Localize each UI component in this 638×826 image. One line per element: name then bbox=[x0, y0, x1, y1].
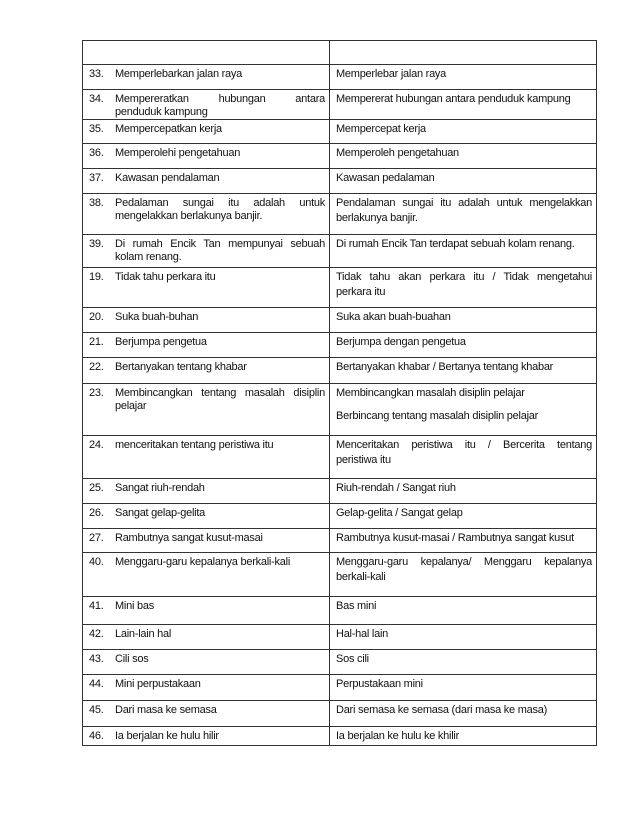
item-number: 19. bbox=[89, 271, 104, 283]
correct-phrase: Ia berjalan ke hulu ke khilir bbox=[336, 730, 459, 742]
correct-phrase-cell bbox=[330, 358, 597, 384]
incorrect-phrase-cell bbox=[83, 504, 330, 529]
incorrect-phrase-cell bbox=[83, 436, 330, 479]
incorrect-phrase-cell bbox=[83, 727, 330, 746]
item-number: 26. bbox=[89, 507, 104, 519]
correct-phrase-cell bbox=[330, 90, 597, 120]
correct-phrase-cell bbox=[330, 235, 597, 268]
correct-phrase-cell bbox=[330, 597, 597, 625]
correct-phrase-cell bbox=[330, 194, 597, 235]
incorrect-phrase-line: Pedalaman sungai itu adalah untuk bbox=[115, 197, 325, 209]
incorrect-phrase-cell bbox=[83, 235, 330, 268]
incorrect-phrase-cell bbox=[83, 194, 330, 235]
table-row bbox=[83, 169, 597, 194]
incorrect-phrase: Tidak tahu perkara itu bbox=[115, 271, 216, 283]
correct-phrase-cell bbox=[330, 41, 597, 65]
correct-phrase: Bertanyakan khabar / Bertanya tentang khabar bbox=[336, 361, 554, 373]
incorrect-phrase-cell bbox=[83, 701, 330, 727]
item-number: 25. bbox=[89, 482, 104, 494]
table-row bbox=[83, 65, 597, 90]
table-row bbox=[83, 504, 597, 529]
item-number: 37. bbox=[89, 172, 104, 184]
item-number: 35. bbox=[89, 123, 104, 135]
incorrect-phrase: Sangat riuh-rendah bbox=[115, 482, 205, 494]
incorrect-phrase-cell bbox=[83, 529, 330, 553]
correct-phrase-line: Menggaru-garu kepalanya/ Menggaru kepalanya bbox=[336, 556, 592, 568]
correct-phrase: Dari semasa ke semasa (dari masa ke masa) bbox=[336, 704, 548, 716]
incorrect-phrase-cell bbox=[83, 625, 330, 650]
table-row bbox=[83, 625, 597, 650]
item-number: 24. bbox=[89, 439, 104, 451]
correction-table bbox=[82, 40, 597, 746]
incorrect-phrase: Lain-lain hal bbox=[115, 628, 172, 640]
incorrect-phrase: Memperolehi pengetahuan bbox=[115, 147, 241, 159]
correct-phrase-line: Pendalaman sungai itu adalah untuk mengelakkan bbox=[336, 197, 592, 209]
correct-phrase-cell bbox=[330, 65, 597, 90]
correct-phrase: Memperlebar jalan raya bbox=[336, 68, 447, 80]
incorrect-phrase-cell bbox=[83, 479, 330, 504]
incorrect-phrase-cell bbox=[83, 553, 330, 597]
incorrect-phrase-cell bbox=[83, 384, 330, 436]
correct-phrase-option: Berbincang tentang masalah disiplin pelajar bbox=[336, 410, 539, 422]
correct-phrase-cell bbox=[330, 504, 597, 529]
correct-phrase: Mempercepat kerja bbox=[336, 123, 426, 135]
table-row bbox=[83, 333, 597, 358]
incorrect-phrase-cell bbox=[83, 308, 330, 333]
incorrect-phrase: Suka buah-buhan bbox=[115, 311, 199, 323]
incorrect-phrase-cell bbox=[83, 675, 330, 701]
correct-phrase: Mempererat hubungan antara penduduk kampung bbox=[336, 93, 571, 105]
table-row bbox=[83, 479, 597, 504]
incorrect-phrase: Dari masa ke semasa bbox=[115, 704, 217, 716]
table-row bbox=[83, 194, 597, 235]
table-row bbox=[83, 268, 597, 308]
item-number: 43. bbox=[89, 653, 104, 665]
incorrect-phrase-cell bbox=[83, 65, 330, 90]
item-number: 38. bbox=[89, 197, 104, 209]
correct-phrase: Gelap-gelita / Sangat gelap bbox=[336, 507, 463, 519]
table-row bbox=[83, 235, 597, 268]
incorrect-phrase-cell bbox=[83, 144, 330, 169]
correct-phrase-cell bbox=[330, 529, 597, 553]
table-row bbox=[83, 675, 597, 701]
table-row bbox=[83, 144, 597, 169]
incorrect-phrase: Sangat gelap-gelita bbox=[115, 507, 206, 519]
correct-phrase: Suka akan buah-buahan bbox=[336, 311, 451, 323]
incorrect-phrase-line: kolam renang. bbox=[115, 251, 182, 263]
correct-phrase-option: Membincangkan masalah disiplin pelajar bbox=[336, 387, 525, 399]
item-number: 33. bbox=[89, 68, 104, 80]
correct-phrase-cell bbox=[330, 120, 597, 144]
incorrect-phrase-cell bbox=[83, 268, 330, 308]
table-row bbox=[83, 384, 597, 436]
correct-phrase: Berjumpa dengan pengetua bbox=[336, 336, 466, 348]
item-number: 42. bbox=[89, 628, 104, 640]
correct-phrase-cell bbox=[330, 333, 597, 358]
incorrect-phrase: Ia berjalan ke hulu hilir bbox=[115, 730, 219, 742]
incorrect-phrase: menceritakan tentang peristiwa itu bbox=[115, 439, 274, 451]
incorrect-phrase-cell bbox=[83, 650, 330, 675]
item-number: 45. bbox=[89, 704, 104, 716]
incorrect-phrase: Menggaru-garu kepalanya berkali-kali bbox=[115, 556, 291, 568]
incorrect-phrase: Bertanyakan tentang khabar bbox=[115, 361, 247, 373]
incorrect-phrase: Mini perpustakaan bbox=[115, 678, 201, 690]
table-row bbox=[83, 597, 597, 625]
table-row bbox=[83, 120, 597, 144]
incorrect-phrase-cell bbox=[83, 169, 330, 194]
item-number: 20. bbox=[89, 311, 104, 323]
item-number: 36. bbox=[89, 147, 104, 159]
incorrect-phrase-line: mengelakkan berlakunya banjir. bbox=[115, 210, 263, 222]
table-row bbox=[83, 727, 597, 746]
correct-phrase-line: Tidak tahu akan perkara itu / Tidak mengetahui bbox=[336, 271, 592, 283]
table-row bbox=[83, 529, 597, 553]
incorrect-phrase: Cili sos bbox=[115, 653, 149, 665]
incorrect-phrase-line: penduduk kampung bbox=[115, 106, 208, 118]
correct-phrase-line: berlakunya banjir. bbox=[336, 212, 418, 224]
incorrect-phrase: Rambutnya sangat kusut-masai bbox=[115, 532, 263, 544]
correct-phrase: Kawasan pedalaman bbox=[336, 172, 435, 184]
document-page bbox=[82, 40, 596, 746]
correct-phrase: Bas mini bbox=[336, 600, 377, 612]
correct-phrase-line: peristiwa itu bbox=[336, 454, 391, 466]
incorrect-phrase: Mini bas bbox=[115, 600, 154, 612]
item-number: 39. bbox=[89, 238, 104, 250]
correct-phrase: Memperoleh pengetahuan bbox=[336, 147, 459, 159]
correct-phrase-line: berkali-kali bbox=[336, 571, 386, 583]
correct-phrase-cell bbox=[330, 727, 597, 746]
table-row bbox=[83, 90, 597, 120]
item-number: 23. bbox=[89, 387, 104, 399]
correct-phrase-cell bbox=[330, 144, 597, 169]
table-row bbox=[83, 358, 597, 384]
correct-phrase-cell bbox=[330, 650, 597, 675]
incorrect-phrase: Mempercepatkan kerja bbox=[115, 123, 222, 135]
incorrect-phrase-line: pelajar bbox=[115, 400, 147, 412]
correct-phrase-cell bbox=[330, 169, 597, 194]
correct-phrase-cell bbox=[330, 384, 597, 436]
incorrect-phrase-line: Mempereratkan hubungan antara bbox=[115, 93, 325, 105]
table-row bbox=[83, 553, 597, 597]
incorrect-phrase-line: Di rumah Encik Tan mempunyai sebuah bbox=[115, 238, 325, 250]
correct-phrase-cell bbox=[330, 701, 597, 727]
item-number: 27. bbox=[89, 532, 104, 544]
correct-phrase: Di rumah Encik Tan terdapat sebuah kolam renang. bbox=[336, 238, 575, 250]
correct-phrase-cell bbox=[330, 436, 597, 479]
incorrect-phrase-cell bbox=[83, 90, 330, 120]
item-number: 22. bbox=[89, 361, 104, 373]
item-number: 40. bbox=[89, 556, 104, 568]
item-number: 46. bbox=[89, 730, 104, 742]
incorrect-phrase: Kawasan pendalaman bbox=[115, 172, 220, 184]
incorrect-phrase-cell bbox=[83, 41, 330, 65]
correct-phrase-cell bbox=[330, 553, 597, 597]
table-row bbox=[83, 701, 597, 727]
correct-phrase: Perpustakaan mini bbox=[336, 678, 423, 690]
correct-phrase-cell bbox=[330, 675, 597, 701]
incorrect-phrase-line: Membincangkan tentang masalah disiplin bbox=[115, 387, 325, 399]
correct-phrase: Rambutnya kusut-masai / Rambutnya sangat kusut bbox=[336, 532, 574, 544]
incorrect-phrase-cell bbox=[83, 597, 330, 625]
table-row bbox=[83, 41, 597, 65]
incorrect-phrase: Berjumpa pengetua bbox=[115, 336, 207, 348]
correct-phrase-cell bbox=[330, 308, 597, 333]
correct-phrase-cell bbox=[330, 268, 597, 308]
item-number: 41. bbox=[89, 600, 104, 612]
correct-phrase-line: Menceritakan peristiwa itu / Bercerita tentang bbox=[336, 439, 592, 451]
table-row bbox=[83, 308, 597, 333]
correct-phrase-cell bbox=[330, 625, 597, 650]
item-number: 44. bbox=[89, 678, 104, 690]
correct-phrase-cell bbox=[330, 479, 597, 504]
correct-phrase: Hal-hal lain bbox=[336, 628, 389, 640]
table-row bbox=[83, 650, 597, 675]
incorrect-phrase-cell bbox=[83, 333, 330, 358]
item-number: 21. bbox=[89, 336, 104, 348]
correct-phrase: Sos cili bbox=[336, 653, 369, 665]
incorrect-phrase: Memperlebarkan jalan raya bbox=[115, 68, 243, 80]
correct-phrase-line: perkara itu bbox=[336, 286, 386, 298]
table-row bbox=[83, 436, 597, 479]
correct-phrase: Riuh-rendah / Sangat riuh bbox=[336, 482, 456, 494]
incorrect-phrase-cell bbox=[83, 120, 330, 144]
item-number: 34. bbox=[89, 93, 104, 105]
incorrect-phrase-cell bbox=[83, 358, 330, 384]
